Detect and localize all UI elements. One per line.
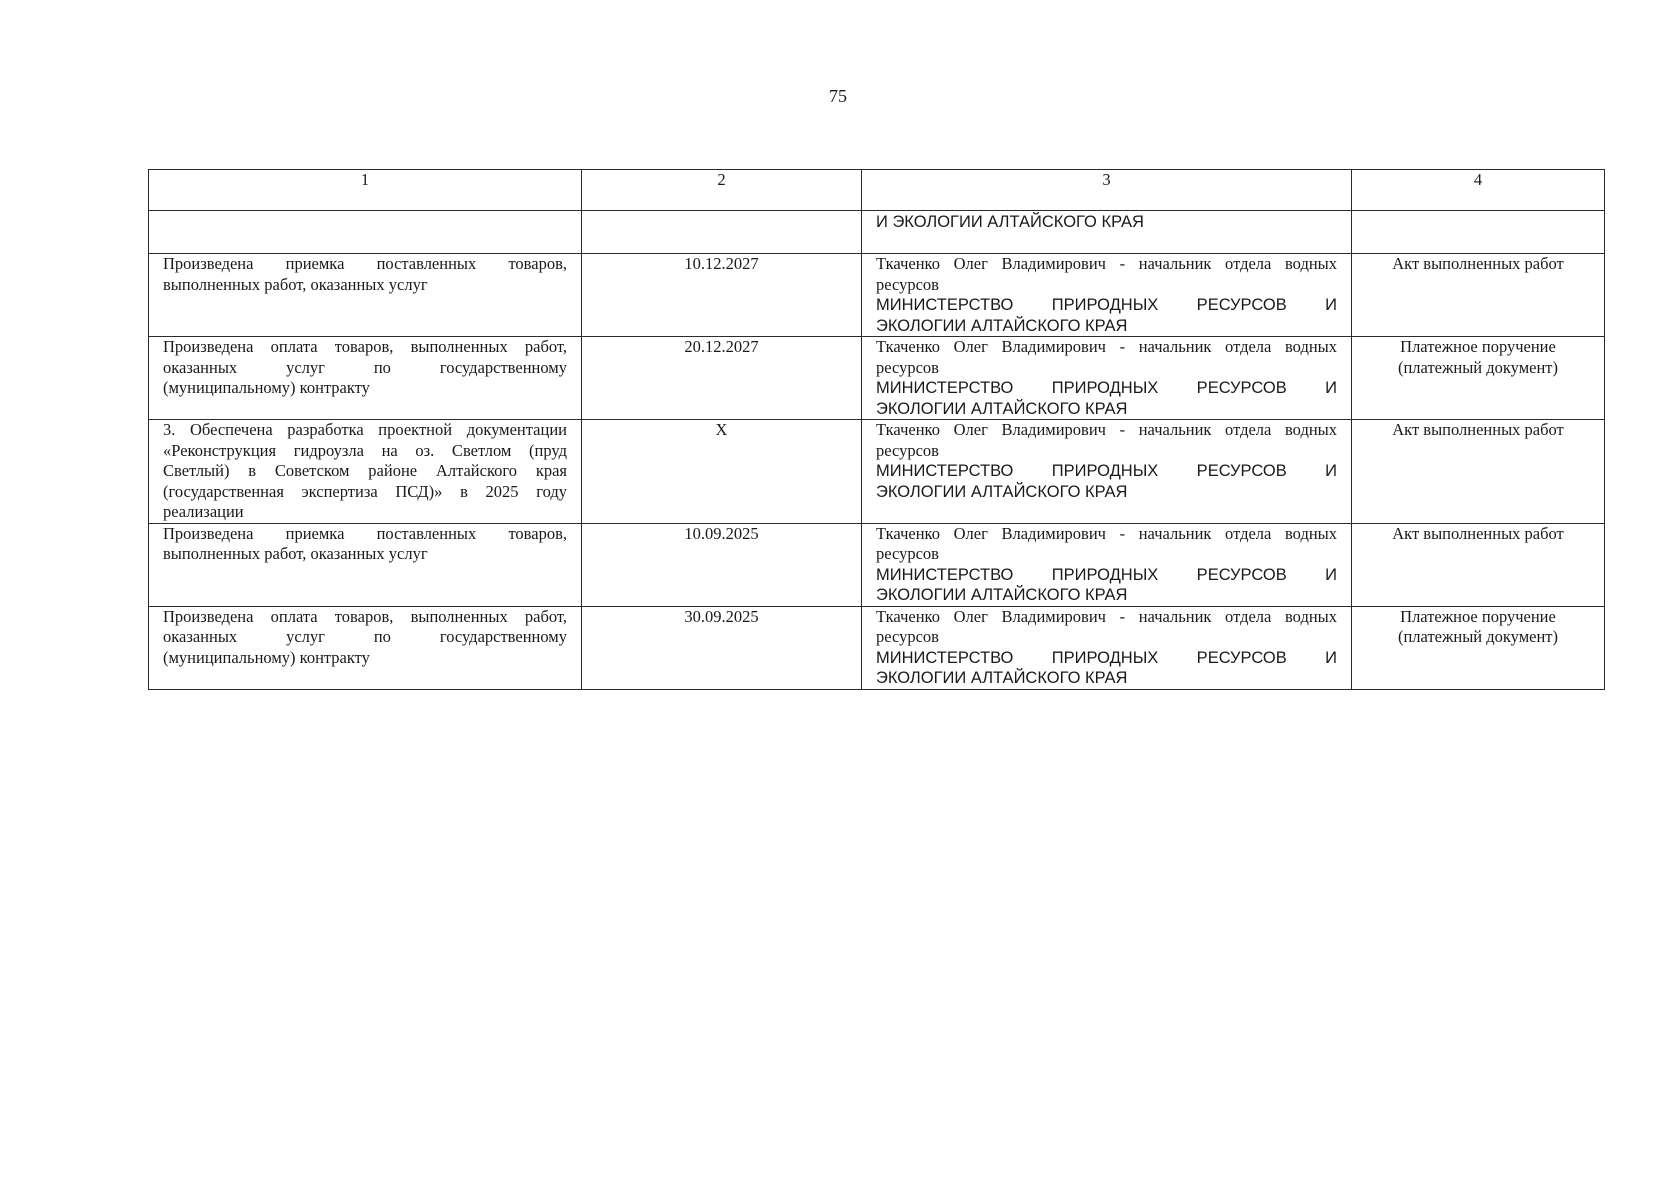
- header-cell-1: 1: [149, 170, 582, 211]
- table-row: [149, 523, 1605, 606]
- responsible-person: Ткаченко Олег Владимирович - начальник отдела водных ресурсов: [876, 337, 1337, 377]
- responsible-person: Ткаченко Олег Владимирович - начальник отдела водных ресурсов: [876, 420, 1337, 460]
- date-cell: X: [582, 420, 862, 524]
- table-row: [149, 337, 1605, 420]
- table-row: [149, 254, 1605, 337]
- document-cell: Акт выполненных работ: [1352, 254, 1605, 337]
- document-cell: Платежное поручение (платежный документ): [1352, 337, 1605, 420]
- continuation-cell-1: [149, 211, 582, 254]
- header-cell-3: 3: [862, 170, 1352, 211]
- continuation-cell-4: [1352, 211, 1605, 254]
- table-header-row: [149, 170, 1605, 211]
- responsible-person: Ткаченко Олег Владимирович - начальник отдела водных ресурсов: [876, 254, 1337, 294]
- event-cell: Произведена оплата товаров, выполненных работ, оказанных услуг по государственному (муниципальному) контракту: [149, 337, 582, 420]
- responsible-person: Ткаченко Олег Владимирович - начальник отдела водных ресурсов: [876, 606, 1337, 646]
- responsible-org-line2: ЭКОЛОГИИ АЛТАЙСКОГО КРАЯ: [876, 399, 1128, 418]
- responsible-org-line2: ЭКОЛОГИИ АЛТАЙСКОГО КРАЯ: [876, 482, 1128, 501]
- event-cell: 3. Обеспечена разработка проектной документации «Реконструкция гидроузла на оз. Светлом (пруд Светлый) в Советском районе Алтайского края (государственная экспертиза ПСД)» в 2025 году реализации: [149, 420, 582, 524]
- document-cell: Акт выполненных работ: [1352, 420, 1605, 524]
- table-row: [149, 420, 1605, 524]
- document-table: [148, 169, 1605, 690]
- event-cell: Произведена приемка поставленных товаров, выполненных работ, оказанных услуг: [149, 523, 582, 606]
- continuation-cell-2: [582, 211, 862, 254]
- document-cell: Акт выполненных работ: [1352, 523, 1605, 606]
- responsible-org-line2: ЭКОЛОГИИ АЛТАЙСКОГО КРАЯ: [876, 316, 1128, 335]
- responsible-org-line1: МИНИСТЕРСТВО ПРИРОДНЫХ РЕСУРСОВ И: [876, 565, 1337, 584]
- continuation-cell-3: [862, 211, 1352, 254]
- header-cell-4: 4: [1352, 170, 1605, 211]
- responsible-cell: [862, 606, 1352, 689]
- responsible-org-line2: ЭКОЛОГИИ АЛТАЙСКОГО КРАЯ: [876, 586, 1128, 604]
- responsible-org-line2: ЭКОЛОГИИ АЛТАЙСКОГО КРАЯ: [876, 669, 1128, 687]
- header-cell-2: 2: [582, 170, 862, 211]
- document-cell: Платежное поручение (платежный документ): [1352, 606, 1605, 689]
- responsible-person: Ткаченко Олег Владимирович - начальник отдела водных ресурсов: [876, 523, 1337, 563]
- table-row: [149, 606, 1605, 689]
- page-number: 75: [829, 86, 847, 106]
- responsible-cell: [862, 523, 1352, 606]
- continuation-row: [149, 211, 1605, 254]
- responsible-org-line1: МИНИСТЕРСТВО ПРИРОДНЫХ РЕСУРСОВ И: [876, 379, 1337, 397]
- responsible-org-line1: МИНИСТЕРСТВО ПРИРОДНЫХ РЕСУРСОВ И: [876, 462, 1337, 480]
- date-cell: 20.12.2027: [582, 337, 862, 420]
- event-cell: Произведена оплата товаров, выполненных работ, оказанных услуг по государственному (муниципальному) контракту: [149, 606, 582, 689]
- date-cell: 10.09.2025: [582, 523, 862, 606]
- responsible-org-line1: МИНИСТЕРСТВО ПРИРОДНЫХ РЕСУРСОВ И: [876, 648, 1337, 667]
- event-cell: Произведена приемка поставленных товаров, выполненных работ, оказанных услуг: [149, 254, 582, 337]
- responsible-org-line1: МИНИСТЕРСТВО ПРИРОДНЫХ РЕСУРСОВ И: [876, 296, 1337, 314]
- responsible-cell: [862, 420, 1352, 524]
- responsible-cell: [862, 337, 1352, 420]
- responsible-cell: [862, 254, 1352, 337]
- date-cell: 30.09.2025: [582, 606, 862, 689]
- org-continuation: И ЭКОЛОГИИ АЛТАЙСКОГО КРАЯ: [876, 213, 1144, 231]
- date-cell: 10.12.2027: [582, 254, 862, 337]
